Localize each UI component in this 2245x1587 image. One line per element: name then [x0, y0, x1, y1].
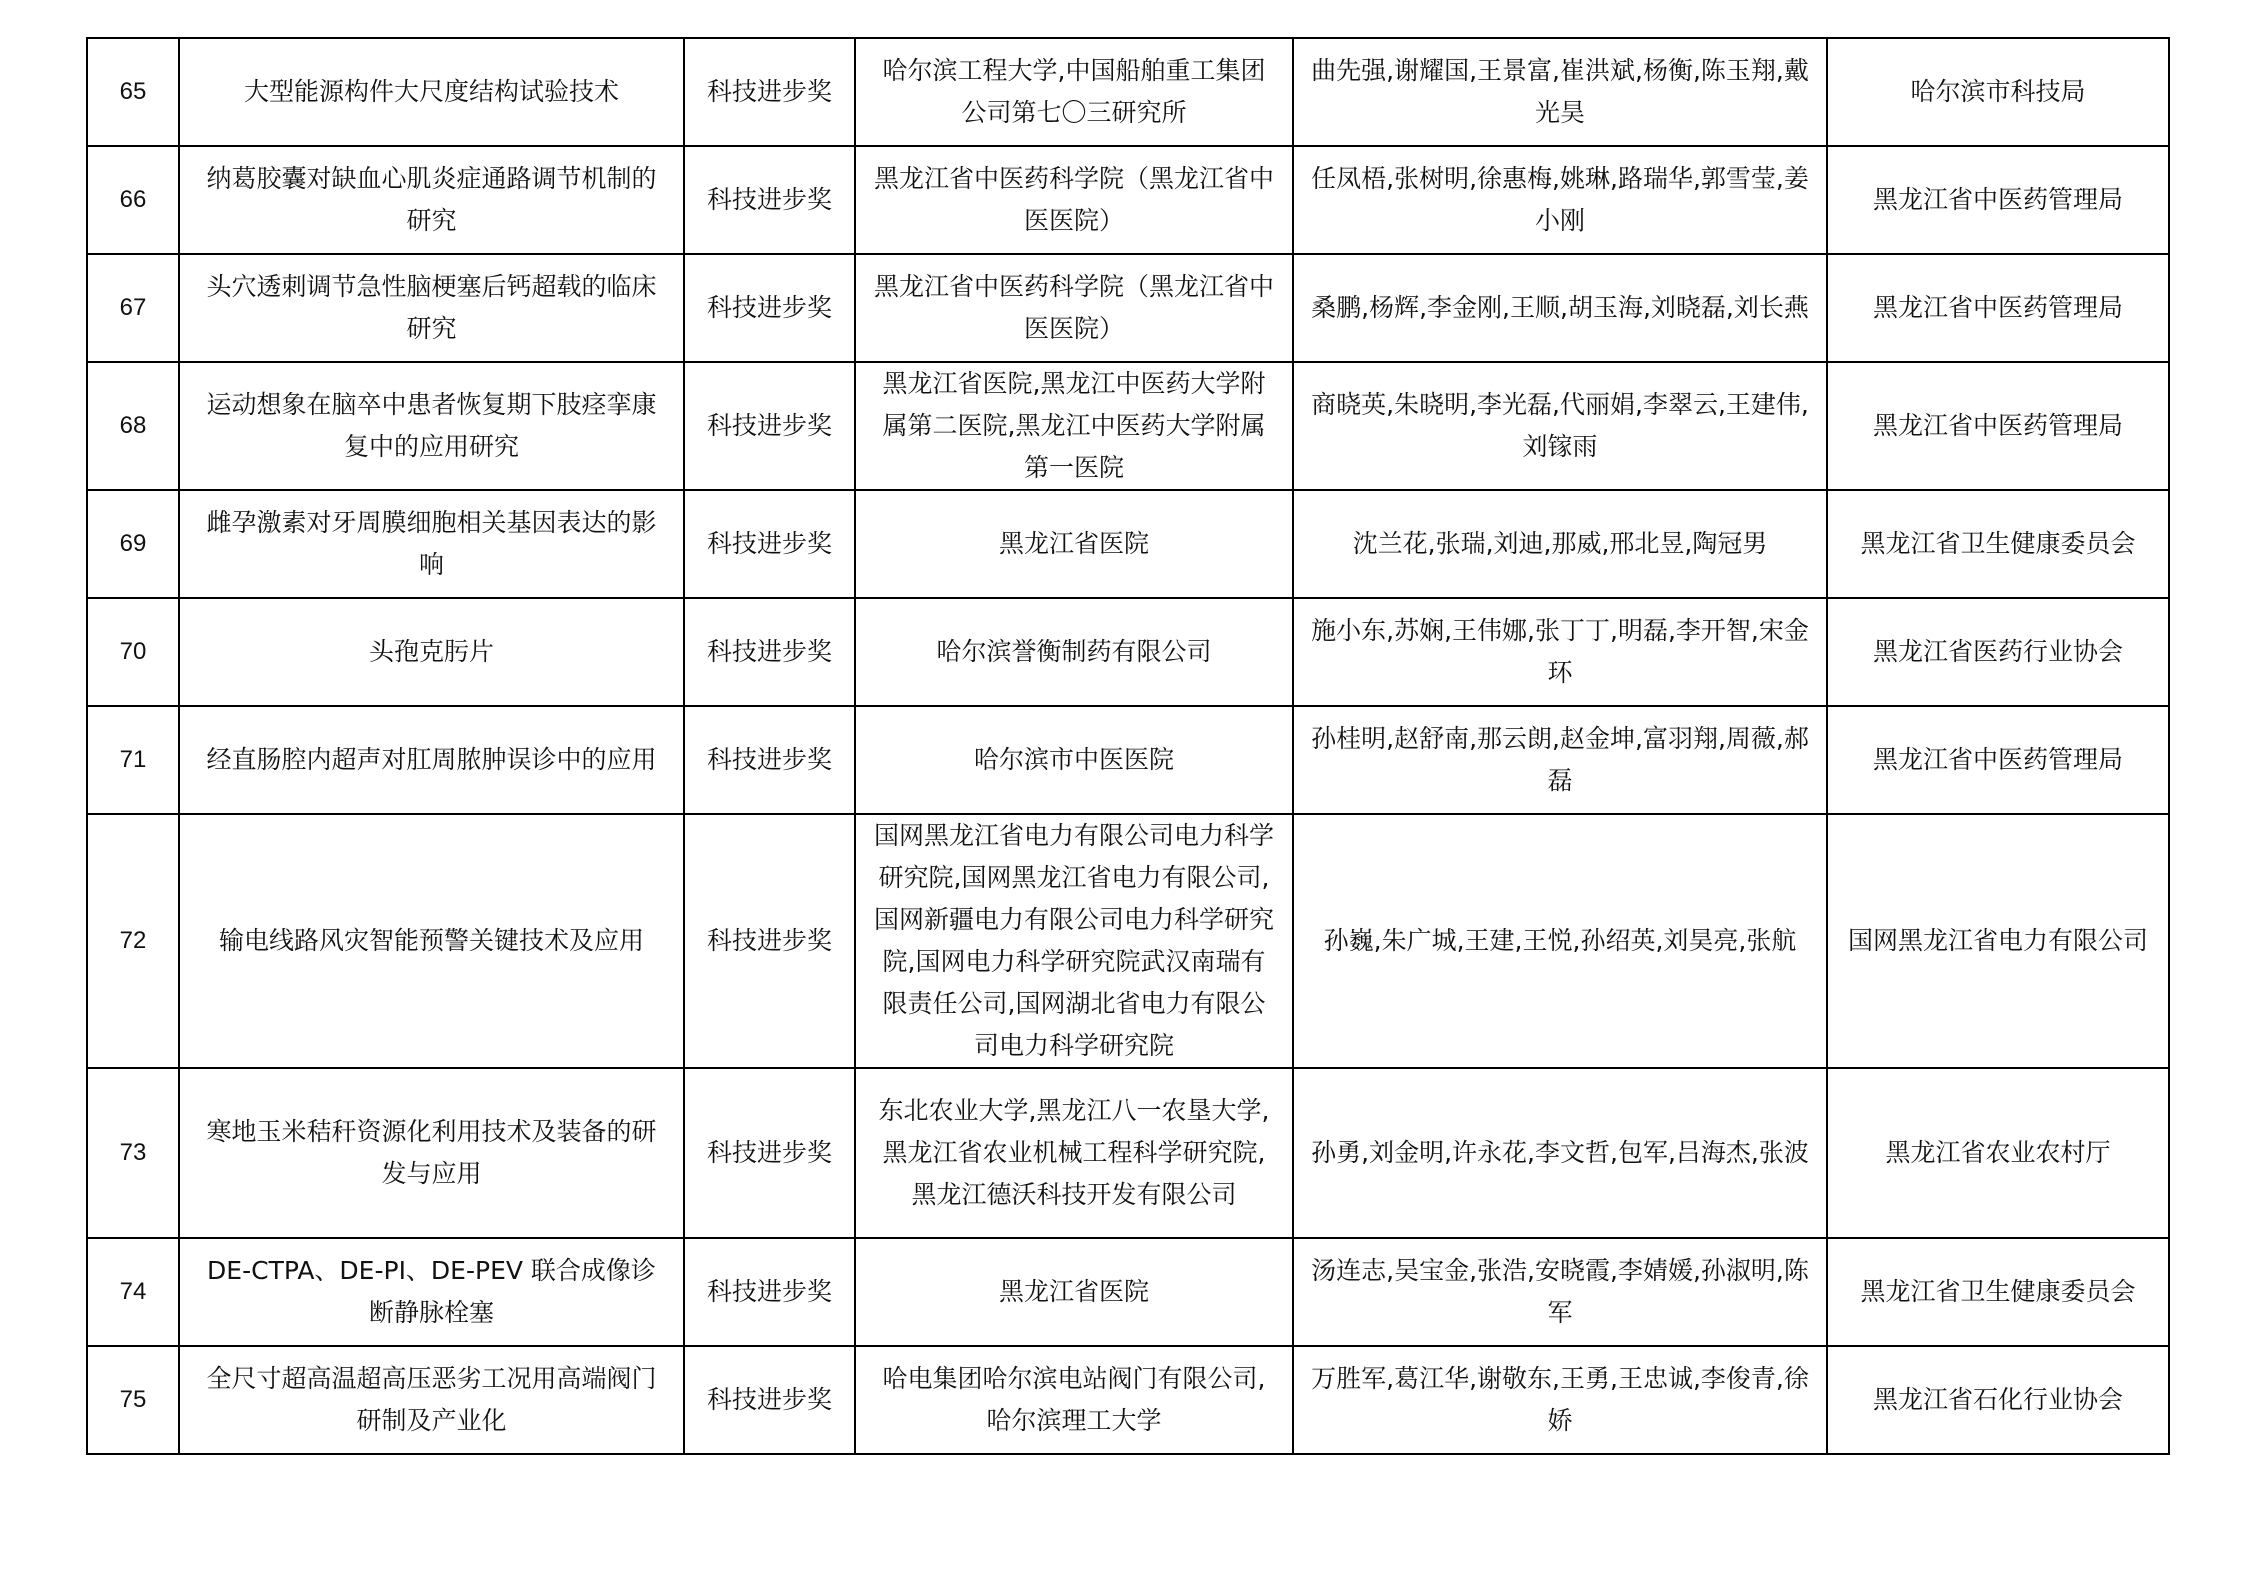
award-type: 科技进步奖	[684, 598, 855, 706]
nominating-unit: 黑龙江省中医药管理局	[1827, 254, 2169, 362]
award-type: 科技进步奖	[684, 490, 855, 598]
completing-people: 孙勇,刘金明,许永花,李文哲,包军,吕海杰,张波	[1293, 1068, 1827, 1238]
project-name: 头穴透刺调节急性脑梗塞后钙超载的临床研究	[179, 254, 684, 362]
project-name: 雌孕激素对牙周膜细胞相关基因表达的影响	[179, 490, 684, 598]
row-number: 75	[87, 1346, 179, 1454]
completing-people: 桑鹏,杨辉,李金刚,王顺,胡玉海,刘晓磊,刘长燕	[1293, 254, 1827, 362]
nominating-unit: 黑龙江省中医药管理局	[1827, 706, 2169, 814]
completing-people: 沈兰花,张瑞,刘迪,那威,邢北昱,陶冠男	[1293, 490, 1827, 598]
completing-people: 曲先强,谢耀国,王景富,崔洪斌,杨衡,陈玉翔,戴光昊	[1293, 38, 1827, 146]
project-name: 头孢克肟片	[179, 598, 684, 706]
completing-units: 哈尔滨市中医医院	[855, 706, 1293, 814]
table-row	[87, 490, 2169, 598]
completing-units: 哈电集团哈尔滨电站阀门有限公司,哈尔滨理工大学	[855, 1346, 1293, 1454]
completing-units: 黑龙江省医院	[855, 490, 1293, 598]
row-number: 69	[87, 490, 179, 598]
award-type: 科技进步奖	[684, 706, 855, 814]
nominating-unit: 黑龙江省农业农村厅	[1827, 1068, 2169, 1238]
completing-people: 商晓英,朱晓明,李光磊,代丽娟,李翠云,王建伟,刘镓雨	[1293, 362, 1827, 490]
table-row	[87, 706, 2169, 814]
table-row	[87, 598, 2169, 706]
award-type: 科技进步奖	[684, 254, 855, 362]
project-name: 输电线路风灾智能预警关键技术及应用	[179, 814, 684, 1068]
nominating-unit: 哈尔滨市科技局	[1827, 38, 2169, 146]
completing-people: 孙巍,朱广城,王建,王悦,孙绍英,刘昊亮,张航	[1293, 814, 1827, 1068]
completing-people: 施小东,苏娴,王伟娜,张丁丁,明磊,李开智,宋金环	[1293, 598, 1827, 706]
row-number: 71	[87, 706, 179, 814]
table-row	[87, 1238, 2169, 1346]
nominating-unit: 黑龙江省卫生健康委员会	[1827, 490, 2169, 598]
nominating-unit: 黑龙江省中医药管理局	[1827, 362, 2169, 490]
nominating-unit: 黑龙江省卫生健康委员会	[1827, 1238, 2169, 1346]
completing-people: 万胜军,葛江华,谢敬东,王勇,王忠诚,李俊青,徐娇	[1293, 1346, 1827, 1454]
table-row	[87, 1346, 2169, 1454]
table-row	[87, 38, 2169, 146]
award-type: 科技进步奖	[684, 146, 855, 254]
row-number: 65	[87, 38, 179, 146]
project-name: 纳葛胶囊对缺血心肌炎症通路调节机制的研究	[179, 146, 684, 254]
completing-units: 黑龙江省医院	[855, 1238, 1293, 1346]
table-row	[87, 254, 2169, 362]
nominating-unit: 国网黑龙江省电力有限公司	[1827, 814, 2169, 1068]
award-type: 科技进步奖	[684, 1346, 855, 1454]
completing-units: 哈尔滨工程大学,中国船舶重工集团公司第七〇三研究所	[855, 38, 1293, 146]
completing-units: 国网黑龙江省电力有限公司电力科学研究院,国网黑龙江省电力有限公司,国网新疆电力有限公司电力科学研究院,国网电力科学研究院武汉南瑞有限责任公司,国网湖北省电力有限公司电力科学研究院	[855, 814, 1293, 1068]
awards-table	[86, 37, 2170, 1455]
project-name: 全尺寸超高温超高压恶劣工况用高端阀门研制及产业化	[179, 1346, 684, 1454]
project-name: 寒地玉米秸秆资源化利用技术及装备的研发与应用	[179, 1068, 684, 1238]
project-name: 运动想象在脑卒中患者恢复期下肢痉挛康复中的应用研究	[179, 362, 684, 490]
nominating-unit: 黑龙江省医药行业协会	[1827, 598, 2169, 706]
project-name: DE-CTPA、DE-PI、DE-PEV 联合成像诊断静脉栓塞	[179, 1238, 684, 1346]
completing-units: 黑龙江省中医药科学院（黑龙江省中医医院）	[855, 254, 1293, 362]
completing-units: 哈尔滨誉衡制药有限公司	[855, 598, 1293, 706]
completing-units: 东北农业大学,黑龙江八一农垦大学,黑龙江省农业机械工程科学研究院,黑龙江德沃科技开发有限公司	[855, 1068, 1293, 1238]
row-number: 74	[87, 1238, 179, 1346]
completing-people: 任凤梧,张树明,徐惠梅,姚琳,路瑞华,郭雪莹,姜小刚	[1293, 146, 1827, 254]
nominating-unit: 黑龙江省中医药管理局	[1827, 146, 2169, 254]
nominating-unit: 黑龙江省石化行业协会	[1827, 1346, 2169, 1454]
award-type: 科技进步奖	[684, 814, 855, 1068]
row-number: 73	[87, 1068, 179, 1238]
completing-units: 黑龙江省中医药科学院（黑龙江省中医医院）	[855, 146, 1293, 254]
row-number: 72	[87, 814, 179, 1068]
table-row	[87, 1068, 2169, 1238]
completing-units: 黑龙江省医院,黑龙江中医药大学附属第二医院,黑龙江中医药大学附属第一医院	[855, 362, 1293, 490]
project-name: 大型能源构件大尺度结构试验技术	[179, 38, 684, 146]
award-type: 科技进步奖	[684, 1068, 855, 1238]
table-row	[87, 146, 2169, 254]
row-number: 67	[87, 254, 179, 362]
completing-people: 汤连志,吴宝金,张浩,安晓霞,李婧媛,孙淑明,陈军	[1293, 1238, 1827, 1346]
project-name: 经直肠腔内超声对肛周脓肿误诊中的应用	[179, 706, 684, 814]
award-type: 科技进步奖	[684, 1238, 855, 1346]
row-number: 66	[87, 146, 179, 254]
award-type: 科技进步奖	[684, 38, 855, 146]
row-number: 70	[87, 598, 179, 706]
award-type: 科技进步奖	[684, 362, 855, 490]
row-number: 68	[87, 362, 179, 490]
table-row	[87, 362, 2169, 490]
table-row	[87, 814, 2169, 1068]
completing-people: 孙桂明,赵舒南,那云朗,赵金坤,富羽翔,周薇,郝磊	[1293, 706, 1827, 814]
